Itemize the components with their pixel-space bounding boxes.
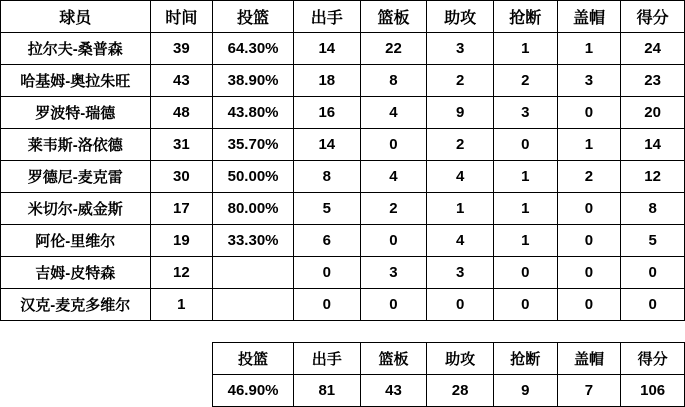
table-row [1, 129, 685, 161]
player-name: 罗德尼-麦克雷 [1, 161, 151, 193]
spacer-row [1, 321, 685, 343]
cell-steals: 2 [493, 65, 557, 97]
cell-steals: 1 [493, 225, 557, 257]
player-name: 吉姆-皮特森 [1, 257, 151, 289]
totals-header-blocks: 盖帽 [557, 343, 621, 375]
player-name: 米切尔-威金斯 [1, 193, 151, 225]
column-header-rebounds: 篮板 [360, 1, 427, 33]
cell-blocks: 1 [557, 129, 621, 161]
cell-minutes: 1 [150, 289, 213, 321]
column-header-blocks: 盖帽 [557, 1, 621, 33]
totals-row [1, 375, 685, 407]
cell-rebounds: 0 [360, 225, 427, 257]
column-header-steals: 抢断 [493, 1, 557, 33]
player-name: 莱韦斯-洛依德 [1, 129, 151, 161]
cell-points: 0 [621, 289, 685, 321]
spacer-cell [1, 321, 151, 343]
cell-minutes: 39 [150, 33, 213, 65]
cell-steals: 0 [493, 289, 557, 321]
player-name: 汉克-麦克多维尔 [1, 289, 151, 321]
cell-blocks: 3 [557, 65, 621, 97]
cell-blocks: 0 [557, 193, 621, 225]
cell-steals: 1 [493, 161, 557, 193]
cell-blocks: 0 [557, 225, 621, 257]
totals-points: 106 [621, 375, 685, 407]
cell-blocks: 2 [557, 161, 621, 193]
totals-value-empty [1, 375, 151, 407]
column-header-player: 球员 [1, 1, 151, 33]
table-row [1, 33, 685, 65]
cell-points: 12 [621, 161, 685, 193]
cell-fga: 14 [293, 129, 360, 161]
spacer-cell [150, 321, 213, 343]
cell-points: 8 [621, 193, 685, 225]
totals-header-assists: 助攻 [427, 343, 494, 375]
totals-label-empty [150, 343, 213, 375]
cell-minutes: 31 [150, 129, 213, 161]
cell-fga: 5 [293, 193, 360, 225]
cell-steals: 1 [493, 33, 557, 65]
table-row [1, 193, 685, 225]
totals-header-points: 得分 [621, 343, 685, 375]
totals-steals: 9 [493, 375, 557, 407]
spacer-cell [557, 321, 621, 343]
totals-header-rebounds: 篮板 [360, 343, 427, 375]
totals-rebounds: 43 [360, 375, 427, 407]
cell-assists: 0 [427, 289, 494, 321]
spacer-cell [621, 321, 685, 343]
table-row [1, 161, 685, 193]
cell-assists: 2 [427, 129, 494, 161]
cell-fga: 8 [293, 161, 360, 193]
cell-assists: 9 [427, 97, 494, 129]
table-row [1, 257, 685, 289]
cell-rebounds: 2 [360, 193, 427, 225]
cell-fg-pct: 35.70% [213, 129, 294, 161]
cell-steals: 0 [493, 257, 557, 289]
totals-header-row [1, 343, 685, 375]
cell-steals: 0 [493, 129, 557, 161]
cell-assists: 2 [427, 65, 494, 97]
cell-fg-pct: 80.00% [213, 193, 294, 225]
totals-header-fg-pct: 投篮 [213, 343, 294, 375]
cell-fg-pct: 50.00% [213, 161, 294, 193]
cell-rebounds: 0 [360, 129, 427, 161]
cell-rebounds: 8 [360, 65, 427, 97]
spacer-cell [293, 321, 360, 343]
cell-fg-pct: 33.30% [213, 225, 294, 257]
cell-fga: 0 [293, 289, 360, 321]
cell-steals: 1 [493, 193, 557, 225]
cell-blocks: 0 [557, 97, 621, 129]
spacer-cell [360, 321, 427, 343]
spacer-cell [213, 321, 294, 343]
cell-rebounds: 4 [360, 161, 427, 193]
cell-steals: 3 [493, 97, 557, 129]
player-name: 阿伦-里维尔 [1, 225, 151, 257]
cell-assists: 1 [427, 193, 494, 225]
cell-points: 14 [621, 129, 685, 161]
player-name: 拉尔夫-桑普森 [1, 33, 151, 65]
cell-blocks: 0 [557, 289, 621, 321]
cell-assists: 3 [427, 257, 494, 289]
totals-label-empty [1, 343, 151, 375]
cell-minutes: 48 [150, 97, 213, 129]
cell-fga: 14 [293, 33, 360, 65]
table-header-row [1, 1, 685, 33]
spacer-cell [427, 321, 494, 343]
cell-minutes: 12 [150, 257, 213, 289]
totals-assists: 28 [427, 375, 494, 407]
player-name: 罗波特-瑞德 [1, 97, 151, 129]
cell-assists: 3 [427, 33, 494, 65]
cell-assists: 4 [427, 161, 494, 193]
cell-rebounds: 3 [360, 257, 427, 289]
table-row [1, 65, 685, 97]
totals-blocks: 7 [557, 375, 621, 407]
cell-rebounds: 22 [360, 33, 427, 65]
cell-fg-pct: 38.90% [213, 65, 294, 97]
totals-fga: 81 [293, 375, 360, 407]
cell-points: 20 [621, 97, 685, 129]
column-header-fg-pct: 投篮 [213, 1, 294, 33]
column-header-points: 得分 [621, 1, 685, 33]
cell-minutes: 30 [150, 161, 213, 193]
cell-minutes: 43 [150, 65, 213, 97]
cell-points: 5 [621, 225, 685, 257]
cell-points: 0 [621, 257, 685, 289]
cell-rebounds: 0 [360, 289, 427, 321]
cell-assists: 4 [427, 225, 494, 257]
cell-fg-pct: 43.80% [213, 97, 294, 129]
cell-fga: 6 [293, 225, 360, 257]
cell-fga: 0 [293, 257, 360, 289]
cell-fga: 16 [293, 97, 360, 129]
column-header-fga: 出手 [293, 1, 360, 33]
cell-minutes: 19 [150, 225, 213, 257]
column-header-minutes: 时间 [150, 1, 213, 33]
totals-fg-pct: 46.90% [213, 375, 294, 407]
cell-blocks: 1 [557, 33, 621, 65]
player-name: 哈基姆-奥拉朱旺 [1, 65, 151, 97]
cell-fg-pct [213, 289, 294, 321]
totals-value-empty [150, 375, 213, 407]
totals-header-steals: 抢断 [493, 343, 557, 375]
column-header-assists: 助攻 [427, 1, 494, 33]
cell-fg-pct: 64.30% [213, 33, 294, 65]
table-row [1, 97, 685, 129]
cell-blocks: 0 [557, 257, 621, 289]
table-row [1, 225, 685, 257]
cell-minutes: 17 [150, 193, 213, 225]
cell-fg-pct [213, 257, 294, 289]
cell-points: 24 [621, 33, 685, 65]
cell-rebounds: 4 [360, 97, 427, 129]
spacer-cell [493, 321, 557, 343]
cell-fga: 18 [293, 65, 360, 97]
table-row [1, 289, 685, 321]
totals-header-fga: 出手 [293, 343, 360, 375]
cell-points: 23 [621, 65, 685, 97]
